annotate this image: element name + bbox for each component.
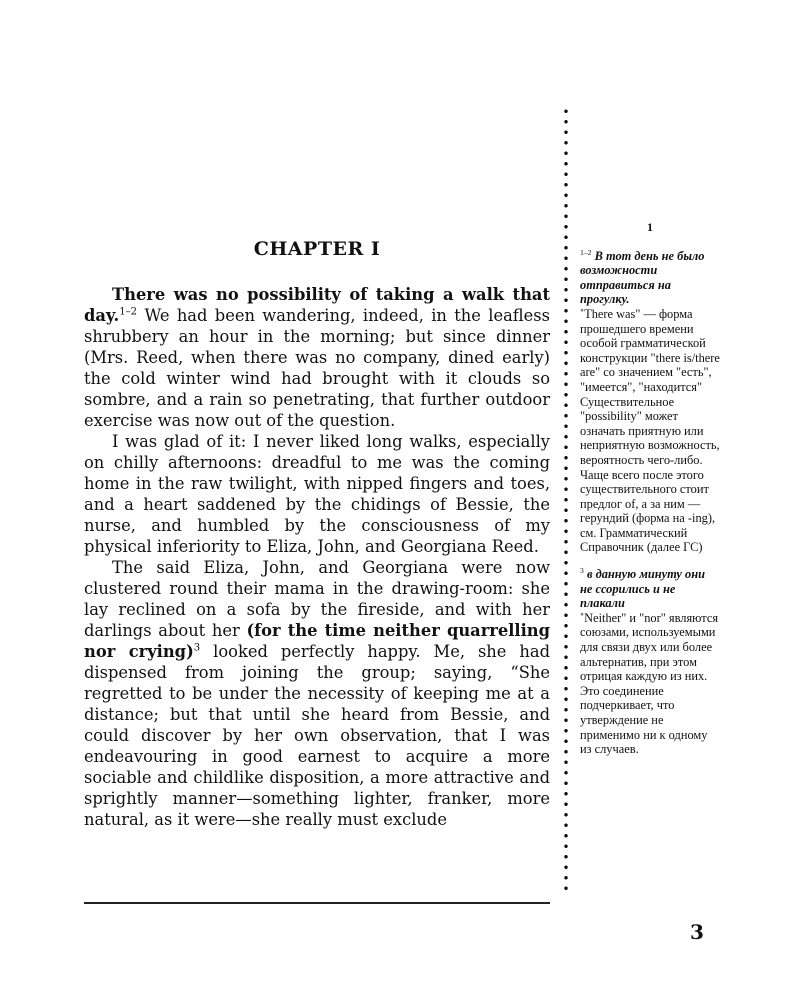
footnote-marker: 3: [580, 565, 584, 575]
emphasis-phrase: (for the time neither quarrelling nor crying): [84, 621, 551, 661]
paragraph-text: looked perfectly happy. Me, she had dispensed from joining the group; saying, “She regretted to be under the necessity of keeping me at a distance; but that until she heard from Bessie, and could discover by her own observation, that I was endeavouring in good earnest to acquire a more sociable and childlike disposition, a more attractive and sprightly manner—something lighter, franker, more natural, as it were—she really must exclude: [84, 642, 550, 829]
dotted-divider: [563, 106, 569, 896]
paragraph-3: [84, 557, 550, 830]
footnote-3: [580, 567, 720, 757]
footnote-1-2: [580, 249, 720, 555]
emphasis-phrase: There was no possibility of taking a walk that day.: [84, 285, 550, 325]
paragraph-1: [84, 284, 550, 431]
footnote-marker: 1–2: [580, 247, 592, 257]
footnote-text: ˚Neither" и "nor" являются союзами, используемыми для связи двух или более альтернатив, при этом отрицая каждую из них. Это соединение подчеркивает, что утверждение не применимо ни к одному из случаев.: [580, 610, 719, 757]
footnote-ref: 1–2: [119, 306, 138, 318]
paragraph-text: The said Eliza, John, and Georgiana were now clustered round their mama in the drawing-room: she lay reclined on a sofa by the fireside, and with her darlings about her: [84, 558, 550, 640]
footnote-ref: 3: [193, 642, 201, 654]
footnote-text: ˚There was" — форма прошедшего времени особой грамматической конструкции "there is/there are" со значением "есть", "имеется", "находится" Существительное "possibility" может означать приятную или неприятную возможность, вероятность чего-либо. Чаще всего после этого существительного стоит предлог of, а за ним — герундий (форма на -ing), см. Грамматический Справочник (далее ГС): [580, 306, 720, 555]
paragraph-text: We had been wandering, indeed, in the leafless shrubbery an hour in the morning; but since dinner (Mrs. Reed, when there was no company, dined early) the cold winter wind had brought with it clouds so sombre, and a rain so penetrating, that further outdoor exercise was now out of the question.: [84, 306, 550, 430]
body-text: [84, 284, 550, 830]
sidebar-notes: [580, 220, 720, 757]
page-number: 3: [690, 920, 704, 944]
bottom-rule: [84, 902, 550, 904]
chapter-title: CHAPTER I: [253, 238, 381, 260]
footnote-gloss: в данную минуту они не ссорились и не плакали: [580, 567, 705, 611]
footnote-gloss: В тот день не было возможности отправиться на прогулку.: [580, 248, 705, 307]
paragraph-2: I was glad of it: I never liked long walks, especially on chilly afternoons: dreadful to me was the coming home in the raw twilight, with nipped fingers and toes, and a heart saddened by the chidings of Bessie, the nurse, and humbled by the consciousness of my physical inferiority to Eliza, John, and Georgiana Reed.: [84, 432, 550, 556]
sidebar-number: 1: [647, 220, 653, 234]
